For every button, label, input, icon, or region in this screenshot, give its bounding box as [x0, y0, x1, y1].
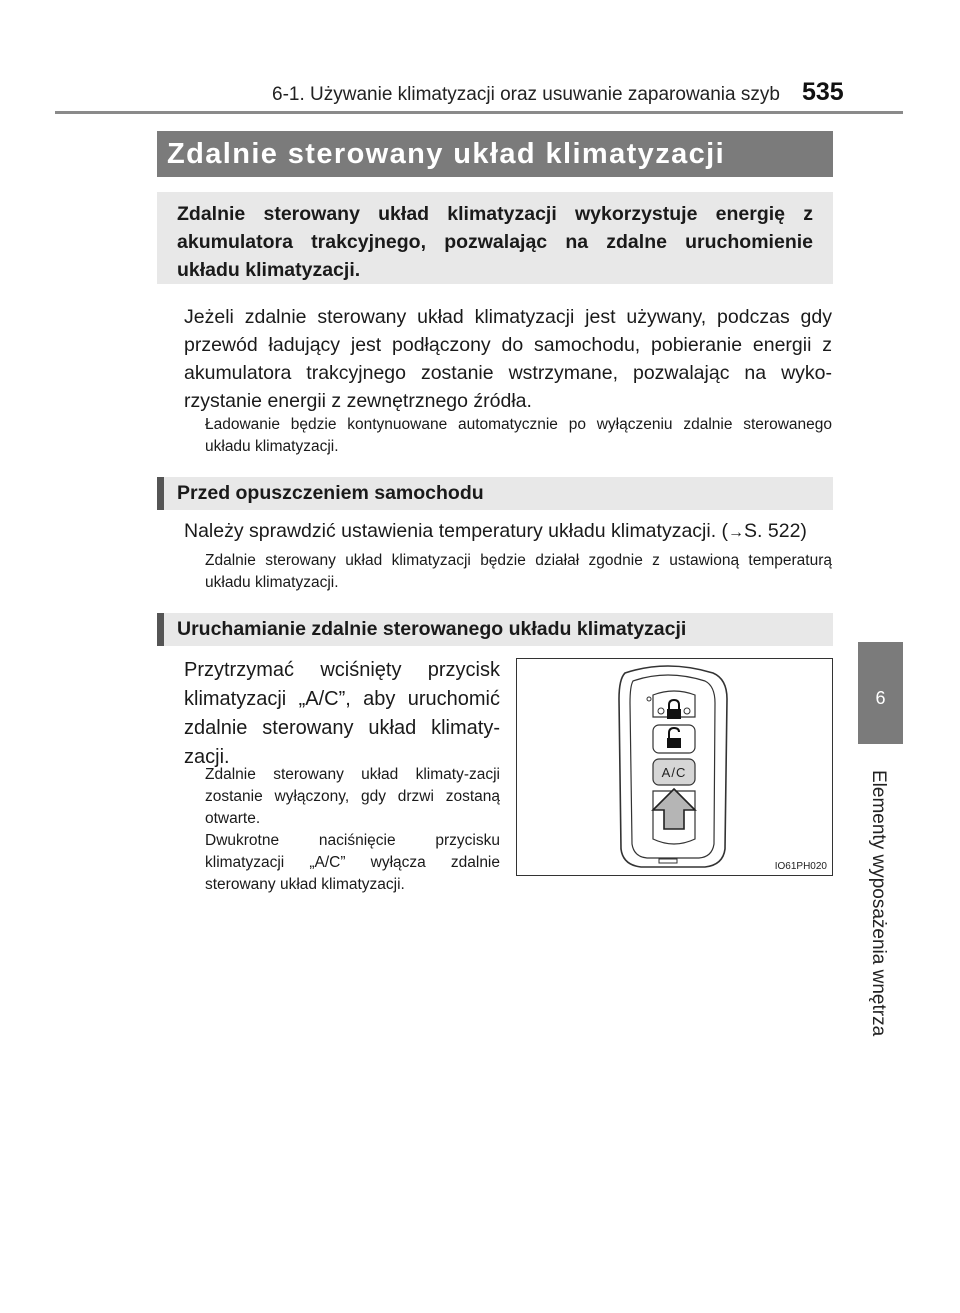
note-paragraph-temperature: Zdalnie sterowany układ klimatyzacji będzie działał zgodnie z ustawioną temperaturą układu klimatyzacji.: [205, 552, 832, 591]
page-number: 535: [802, 78, 844, 106]
subheading-starting: Uruchamianie zdalnie sterowanego układu klimatyzacji: [157, 613, 833, 646]
chapter-number: 6: [875, 688, 886, 708]
key-fob-figure: [516, 658, 833, 876]
running-header: 6-1. Używanie klimatyzacji oraz usuwanie zaparowania szyb: [272, 84, 780, 105]
intro-box: Zdalnie sterowany układ klimatyzacji wykorzystuje energię z akumulatora trakcyjnego, pozwalając na zdalne uruchomienie układu klimatyzacji.: [157, 192, 833, 284]
note-double-press: Dwukrotne naciśnięcie przycisku klimatyzacji „A/C” wyłącza zdalnie sterowany układ klimatyzacji.: [205, 832, 500, 893]
page-title: Zdalnie sterowany układ klimatyzacji: [157, 131, 833, 177]
note-doors-open: Zdalnie sterowany układ klimaty-zacji zostanie wyłączony, gdy drzwi zostaną otwarte.: [205, 766, 500, 827]
body-paragraph-temperature: [184, 517, 844, 547]
arrow-right-icon: →: [728, 524, 745, 541]
subheading-before-leaving: Przed opuszczeniem samochodu: [157, 477, 833, 510]
note-paragraph: Ładowanie będzie kontynuowane automatycznie po wyłączeniu zdalnie sterowanego układu klimatyzacji.: [205, 416, 832, 455]
temperature-text: Należy sprawdzić ustawienia temperatury układu klimatyzacji. (: [184, 520, 729, 542]
ac-button-label: A/C: [661, 765, 687, 780]
figure-code: IO61PH020: [774, 861, 827, 872]
chapter-label: Elementy wyposażenia wnętrza: [868, 770, 889, 1037]
page-reference[interactable]: S. 522): [744, 520, 807, 542]
body-paragraph: Jeżeli zdalnie sterowany układ klimatyzacji jest używany, podczas gdy przewód ładujący jest podłączony do samochodu, pobieranie energii z akumulatora trakcyjnego zostanie wstrzymane, pozwalając na wyko-rzystanie energii z zewnętrznego źródła.: [184, 306, 832, 412]
body-paragraph-start: Przytrzymać wciśnięty przycisk klimatyzacji „A/C”, aby uruchomić zdalnie sterowany układ klimaty-zacji.: [184, 659, 500, 768]
header-rule: [55, 111, 903, 114]
key-fob-illustration: [517, 659, 831, 874]
